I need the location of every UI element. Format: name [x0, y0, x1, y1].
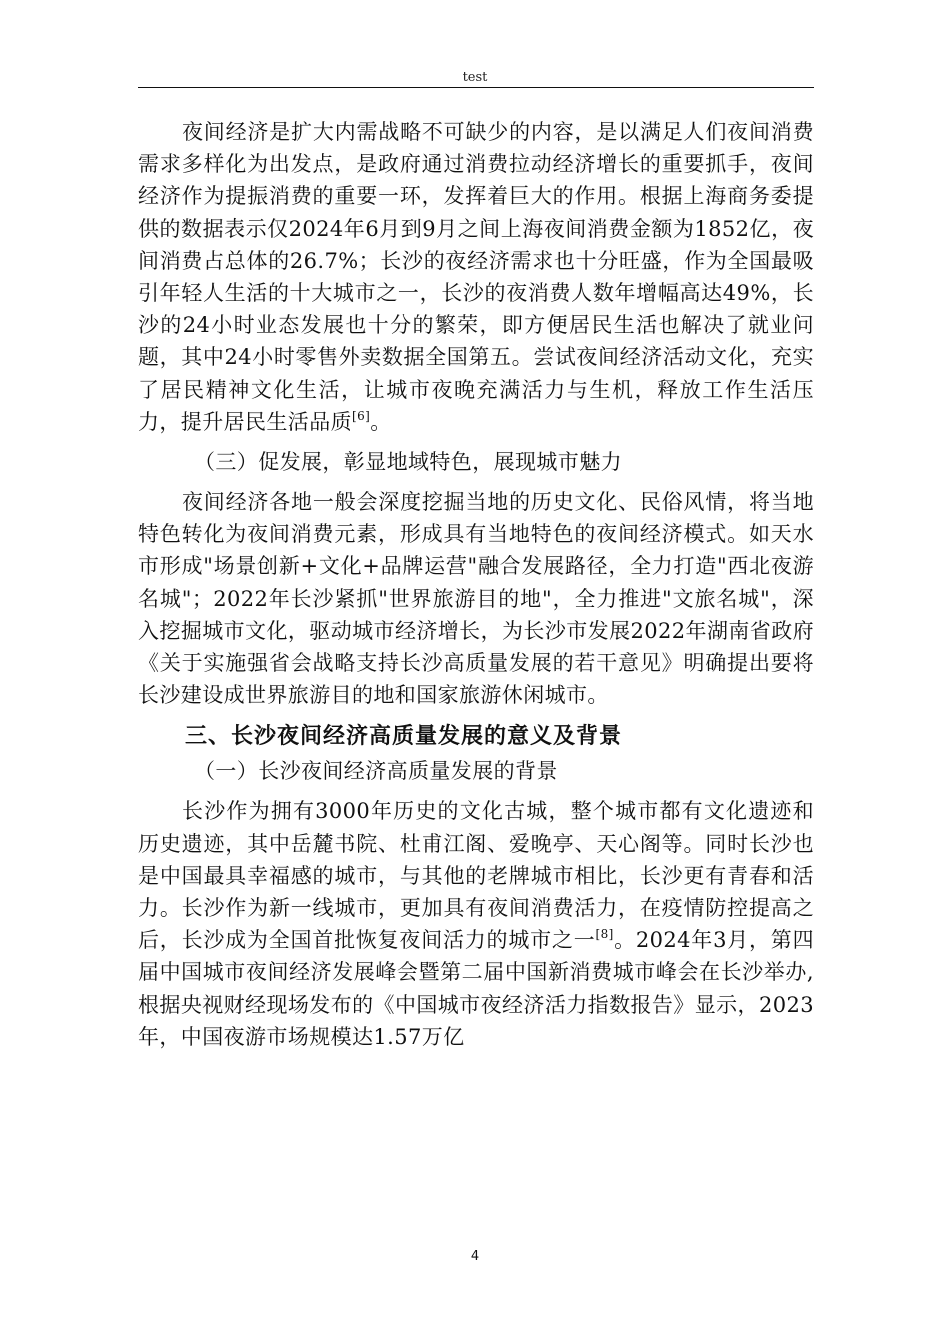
section-heading: 三、长沙夜间经济高质量发展的意义及背景: [185, 724, 623, 750]
citation-ref[interactable]: [6]: [352, 408, 371, 423]
paragraph-night-economy-demand: [138, 116, 814, 438]
paragraph-end: 。: [370, 409, 392, 434]
citation-ref[interactable]: [8]: [595, 927, 614, 942]
subheading-background: （一）长沙夜间经济高质量发展的背景: [194, 759, 558, 784]
paragraph-text: 长沙作为拥有3000年历史的文化古城，整个城市都有文化遗迹和历史遗迹，其中岳麓书院、杜甫江阁、爱晚亭、天心阁等。同时长沙也是中国最具幸福感的城市，与其他的老牌城市相比，长沙更有青春和活力。长沙作为新一线城市，更加具有夜间消费活力，在疫情防控提高之后，长沙成为全国首批恢复夜间活力的城市之一: [138, 799, 814, 953]
header-rule: [138, 87, 814, 88]
subheading-promote-development: （三）促发展，彰显地域特色，展现城市魅力: [194, 450, 622, 475]
page-body: [138, 116, 814, 1053]
paragraph-changsha-background: [138, 795, 814, 1053]
page-number: 4: [470, 1249, 480, 1264]
running-header: test: [462, 70, 488, 85]
paragraph-regional-features: 夜间经济各地一般会深度挖掘当地的历史文化、民俗风情，将当地特色转化为夜间消费元素，形成具有当地特色的夜间经济模式。如天水市形成"场景创新+文化+品牌运营"融合发展路径，全力打造"西北夜游名城"；2022年长沙紧抓"世界旅游目的地"，全力推进"文旅名城"，深入挖掘城市文化，驱动城市经济增长，为长沙市发展2022年湖南省政府《关于实施强省会战略支持长沙高质量发展的若干意见》明确提出要将长沙建设成世界旅游目的地和国家旅游休闲城市。: [138, 490, 814, 708]
paragraph-text: 夜间经济是扩大内需战略不可缺少的内容，是以满足人们夜间消费需求多样化为出发点，是政府通过消费拉动经济增长的重要抓手，夜间经济作为提振消费的重要一环，发挥着巨大的作用。根据上海商务委提供的数据表示仅2024年6月到9月之间上海夜间消费金额为1852亿，夜间消费占总体的26.7%；长沙的夜经济需求也十分旺盛，作为全国最吸引年轻人生活的十大城市之一，长沙的夜消费人数年增幅高达49%，长沙的24小时业态发展也十分的繁荣，即方便居民生活也解决了就业问题，其中24小时零售外卖数据全国第五。尝试夜间经济活动文化，充实了居民精神文化生活，让城市夜晚充满活力与生机，释放工作生活压力，提升居民生活品质: [138, 120, 814, 434]
paragraph-continuation: 。2024年3月，第四届中国城市夜间经济发展峰会暨第二届中国新消费城市峰会在长沙举办,根据央视财经现场发布的《中国城市夜经济活力指数报告》显示，2023年，中国夜游市场规模达1.57万亿: [138, 928, 814, 1049]
